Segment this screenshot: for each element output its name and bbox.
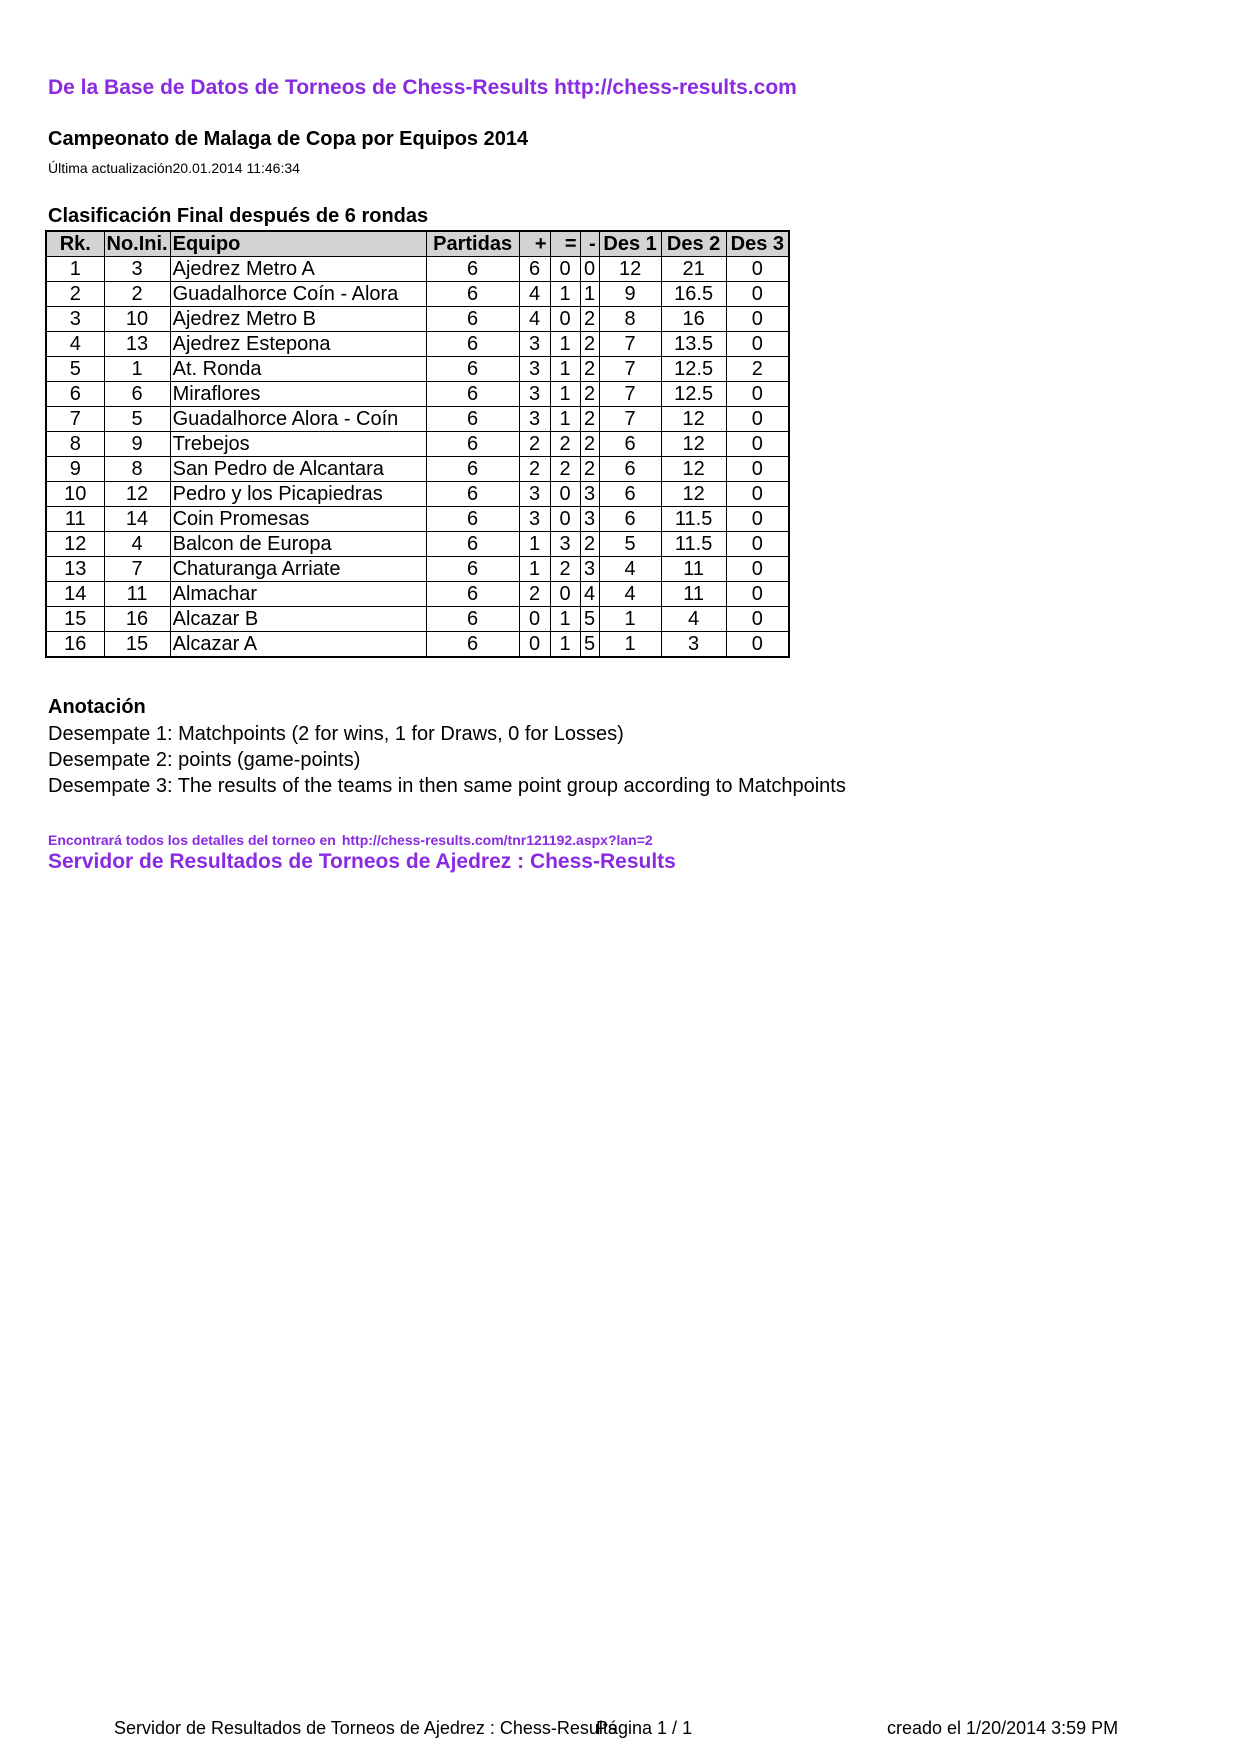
cell-rank: 15: [46, 607, 104, 632]
cell-tiebreak-2: 16.5: [661, 282, 726, 307]
cell-losses: 1: [580, 282, 599, 307]
table-row: [46, 282, 789, 307]
cell-tiebreak-1: 7: [599, 357, 661, 382]
table-row: [46, 532, 789, 557]
cell-draws: 1: [550, 407, 580, 432]
col-header-rank: Rk.: [46, 231, 104, 257]
cell-draws: 0: [550, 482, 580, 507]
cell-draws: 3: [550, 532, 580, 557]
cell-losses: 5: [580, 632, 599, 658]
cell-losses: 2: [580, 307, 599, 332]
cell-games: 6: [426, 332, 519, 357]
cell-tiebreak-3: 0: [726, 482, 789, 507]
cell-rank: 14: [46, 582, 104, 607]
cell-tiebreak-3: 0: [726, 382, 789, 407]
cell-draws: 0: [550, 307, 580, 332]
cell-draws: 1: [550, 282, 580, 307]
cell-team: Alcazar A: [170, 632, 426, 658]
cell-games: 6: [426, 457, 519, 482]
cell-tiebreak-1: 7: [599, 382, 661, 407]
cell-wins: 1: [519, 532, 550, 557]
col-header-start-no: No.Ini.: [104, 231, 170, 257]
cell-tiebreak-3: 0: [726, 282, 789, 307]
table-row: [46, 582, 789, 607]
cell-tiebreak-3: 0: [726, 332, 789, 357]
cell-wins: 1: [519, 557, 550, 582]
cell-rank: 8: [46, 432, 104, 457]
cell-tiebreak-1: 4: [599, 582, 661, 607]
table-row: [46, 382, 789, 407]
cell-tiebreak-3: 0: [726, 257, 789, 282]
cell-tiebreak-1: 1: [599, 632, 661, 658]
cell-draws: 2: [550, 432, 580, 457]
cell-tiebreak-1: 12: [599, 257, 661, 282]
cell-rank: 11: [46, 507, 104, 532]
cell-rank: 13: [46, 557, 104, 582]
cell-losses: 2: [580, 457, 599, 482]
table-row: [46, 482, 789, 507]
cell-start-no: 6: [104, 382, 170, 407]
cell-games: 6: [426, 307, 519, 332]
col-header-team: Equipo: [170, 231, 426, 257]
cell-losses: 2: [580, 407, 599, 432]
cell-losses: 3: [580, 482, 599, 507]
cell-wins: 3: [519, 507, 550, 532]
cell-team: San Pedro de Alcantara: [170, 457, 426, 482]
cell-games: 6: [426, 482, 519, 507]
cell-team: Alcazar B: [170, 607, 426, 632]
cell-losses: 2: [580, 532, 599, 557]
cell-wins: 2: [519, 582, 550, 607]
cell-rank: 12: [46, 532, 104, 557]
cell-draws: 1: [550, 607, 580, 632]
col-header-games: Partidas: [426, 231, 519, 257]
cell-tiebreak-2: 12: [661, 432, 726, 457]
database-header: De la Base de Datos de Torneos de Chess-Results http://chess-results.com: [48, 76, 797, 99]
cell-wins: 2: [519, 432, 550, 457]
cell-rank: 9: [46, 457, 104, 482]
cell-losses: 2: [580, 357, 599, 382]
cell-team: Balcon de Europa: [170, 532, 426, 557]
cell-team: Pedro y los Picapiedras: [170, 482, 426, 507]
cell-start-no: 5: [104, 407, 170, 432]
cell-tiebreak-3: 0: [726, 582, 789, 607]
cell-tiebreak-2: 3: [661, 632, 726, 658]
cell-start-no: 14: [104, 507, 170, 532]
cell-rank: 2: [46, 282, 104, 307]
cell-draws: 1: [550, 332, 580, 357]
cell-team: Miraflores: [170, 382, 426, 407]
cell-losses: 2: [580, 432, 599, 457]
details-text: Encontrará todos los detalles del torneo en: [48, 832, 336, 848]
cell-tiebreak-1: 1: [599, 607, 661, 632]
cell-wins: 6: [519, 257, 550, 282]
cell-tiebreak-3: 0: [726, 632, 789, 658]
cell-tiebreak-2: 12: [661, 482, 726, 507]
cell-losses: 4: [580, 582, 599, 607]
cell-tiebreak-3: 0: [726, 557, 789, 582]
cell-tiebreak-2: 11.5: [661, 507, 726, 532]
cell-tiebreak-3: 0: [726, 307, 789, 332]
cell-start-no: 13: [104, 332, 170, 357]
cell-tiebreak-2: 12.5: [661, 357, 726, 382]
cell-tiebreak-2: 12: [661, 457, 726, 482]
cell-tiebreak-1: 6: [599, 507, 661, 532]
cell-tiebreak-2: 13.5: [661, 332, 726, 357]
cell-tiebreak-3: 0: [726, 507, 789, 532]
table-row: [46, 557, 789, 582]
cell-team: Trebejos: [170, 432, 426, 457]
cell-start-no: 8: [104, 457, 170, 482]
tiebreak-note-1: Desempate 1: Matchpoints (2 for wins, 1 for Draws, 0 for Losses): [48, 723, 624, 745]
table-row: [46, 432, 789, 457]
cell-tiebreak-1: 6: [599, 457, 661, 482]
cell-start-no: 4: [104, 532, 170, 557]
table-row: [46, 332, 789, 357]
cell-wins: 3: [519, 332, 550, 357]
cell-draws: 0: [550, 507, 580, 532]
cell-draws: 2: [550, 557, 580, 582]
cell-tiebreak-3: 0: [726, 457, 789, 482]
cell-losses: 2: [580, 382, 599, 407]
cell-games: 6: [426, 582, 519, 607]
cell-games: 6: [426, 257, 519, 282]
cell-draws: 1: [550, 357, 580, 382]
cell-wins: 2: [519, 457, 550, 482]
cell-tiebreak-1: 7: [599, 407, 661, 432]
cell-draws: 0: [550, 257, 580, 282]
cell-tiebreak-1: 8: [599, 307, 661, 332]
cell-tiebreak-2: 12: [661, 407, 726, 432]
cell-rank: 3: [46, 307, 104, 332]
cell-start-no: 11: [104, 582, 170, 607]
cell-rank: 10: [46, 482, 104, 507]
cell-games: 6: [426, 607, 519, 632]
standings-title: Clasificación Final después de 6 rondas: [48, 205, 429, 227]
cell-tiebreak-1: 7: [599, 332, 661, 357]
cell-tiebreak-3: 2: [726, 357, 789, 382]
cell-team: Chaturanga Arriate: [170, 557, 426, 582]
table-row: [46, 307, 789, 332]
cell-rank: 7: [46, 407, 104, 432]
cell-draws: 0: [550, 582, 580, 607]
cell-tiebreak-2: 4: [661, 607, 726, 632]
cell-losses: 3: [580, 507, 599, 532]
notes-title: Anotación: [48, 696, 146, 718]
cell-rank: 4: [46, 332, 104, 357]
cell-team: Ajedrez Metro B: [170, 307, 426, 332]
cell-tiebreak-1: 6: [599, 482, 661, 507]
cell-start-no: 15: [104, 632, 170, 658]
cell-wins: 0: [519, 607, 550, 632]
cell-tiebreak-2: 16: [661, 307, 726, 332]
tiebreak-note-3: Desempate 3: The results of the teams in then same point group according to Matchpoints: [48, 775, 846, 797]
footer-created-date: creado el 1/20/2014 3:59 PM: [887, 1718, 1119, 1738]
details-line: [48, 832, 653, 848]
cell-team: Coin Promesas: [170, 507, 426, 532]
tiebreak-note-2: Desempate 2: points (game-points): [48, 749, 361, 771]
cell-tiebreak-2: 21: [661, 257, 726, 282]
cell-games: 6: [426, 532, 519, 557]
cell-tiebreak-3: 0: [726, 532, 789, 557]
cell-tiebreak-2: 11: [661, 557, 726, 582]
cell-tiebreak-2: 12.5: [661, 382, 726, 407]
cell-rank: 1: [46, 257, 104, 282]
cell-games: 6: [426, 282, 519, 307]
footer-page-number: Página 1 / 1: [596, 1718, 693, 1738]
cell-start-no: 16: [104, 607, 170, 632]
table-row: [46, 407, 789, 432]
cell-wins: 3: [519, 382, 550, 407]
cell-tiebreak-3: 0: [726, 607, 789, 632]
table-row: [46, 507, 789, 532]
cell-team: Ajedrez Estepona: [170, 332, 426, 357]
cell-wins: 3: [519, 357, 550, 382]
col-header-tiebreak-1: Des 1: [599, 231, 661, 257]
cell-team: Ajedrez Metro A: [170, 257, 426, 282]
cell-draws: 1: [550, 382, 580, 407]
last-update: Última actualización20.01.2014 11:46:34: [48, 160, 300, 176]
standings-header-row: [46, 231, 789, 257]
table-row: [46, 457, 789, 482]
cell-tiebreak-2: 11: [661, 582, 726, 607]
table-row: [46, 632, 789, 658]
cell-tiebreak-2: 11.5: [661, 532, 726, 557]
cell-team: At. Ronda: [170, 357, 426, 382]
cell-draws: 2: [550, 457, 580, 482]
cell-tiebreak-3: 0: [726, 407, 789, 432]
tournament-title: Campeonato de Malaga de Copa por Equipos 2014: [48, 128, 529, 150]
cell-games: 6: [426, 357, 519, 382]
cell-games: 6: [426, 382, 519, 407]
col-header-draws: =: [550, 231, 580, 257]
cell-games: 6: [426, 432, 519, 457]
cell-games: 6: [426, 407, 519, 432]
col-header-tiebreak-2: Des 2: [661, 231, 726, 257]
cell-wins: 3: [519, 482, 550, 507]
cell-losses: 0: [580, 257, 599, 282]
standings-body: [46, 257, 789, 658]
footer-server-name: Servidor de Resultados de Torneos de Ajedrez : Chess-Results: [114, 1718, 617, 1738]
cell-games: 6: [426, 632, 519, 658]
table-row: [46, 257, 789, 282]
cell-losses: 2: [580, 332, 599, 357]
cell-wins: 4: [519, 282, 550, 307]
cell-wins: 3: [519, 407, 550, 432]
cell-wins: 0: [519, 632, 550, 658]
table-row: [46, 357, 789, 382]
cell-start-no: 1: [104, 357, 170, 382]
col-header-losses: -: [580, 231, 599, 257]
cell-draws: 1: [550, 632, 580, 658]
cell-losses: 3: [580, 557, 599, 582]
cell-start-no: 7: [104, 557, 170, 582]
cell-wins: 4: [519, 307, 550, 332]
cell-tiebreak-1: 9: [599, 282, 661, 307]
cell-losses: 5: [580, 607, 599, 632]
cell-games: 6: [426, 507, 519, 532]
cell-tiebreak-3: 0: [726, 432, 789, 457]
cell-rank: 16: [46, 632, 104, 658]
cell-games: 6: [426, 557, 519, 582]
cell-team: Guadalhorce Coín - Alora: [170, 282, 426, 307]
cell-team: Almachar: [170, 582, 426, 607]
cell-start-no: 10: [104, 307, 170, 332]
standings-table: [45, 230, 790, 658]
cell-team: Guadalhorce Alora - Coín: [170, 407, 426, 432]
cell-rank: 5: [46, 357, 104, 382]
table-row: [46, 607, 789, 632]
cell-start-no: 9: [104, 432, 170, 457]
cell-tiebreak-1: 4: [599, 557, 661, 582]
details-link[interactable]: http://chess-results.com/tnr121192.aspx?lan=2: [341, 832, 653, 848]
cell-start-no: 3: [104, 257, 170, 282]
cell-rank: 6: [46, 382, 104, 407]
col-header-wins: +: [519, 231, 550, 257]
cell-tiebreak-1: 6: [599, 432, 661, 457]
cell-start-no: 12: [104, 482, 170, 507]
cell-tiebreak-1: 5: [599, 532, 661, 557]
server-line: Servidor de Resultados de Torneos de Ajedrez : Chess-Results: [48, 850, 676, 873]
col-header-tiebreak-3: Des 3: [726, 231, 789, 257]
cell-start-no: 2: [104, 282, 170, 307]
